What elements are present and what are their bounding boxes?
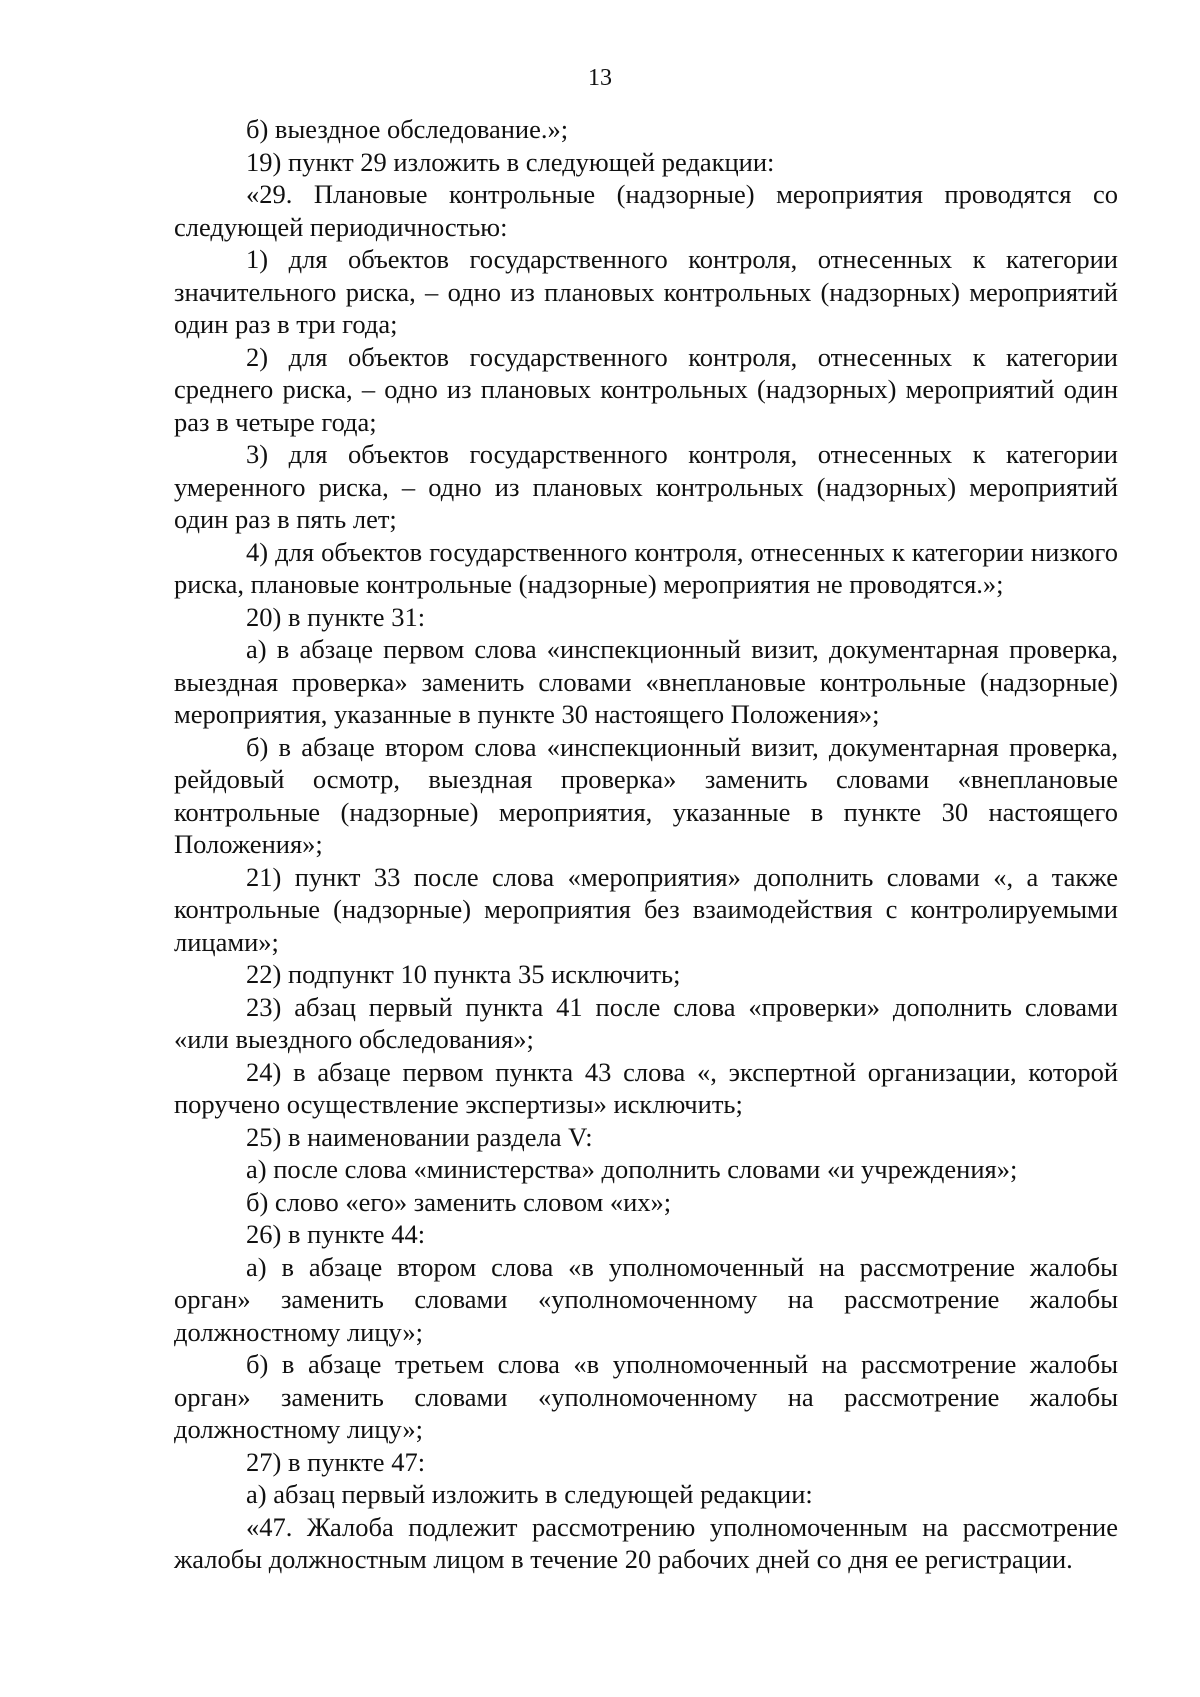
paragraph: б) в абзаце третьем слова «в уполномоченный на рассмотрение жалобы орган» заменить словами «уполномоченному на рассмотрение жалобы должностному лицу»; [174, 1349, 1118, 1444]
paragraph: 4) для объектов государственного контроля, отнесенных к категории низкого риска, плановые контрольные (надзорные) мероприятия не проводятся.»; [174, 536, 1118, 599]
paragraph: 27) в пункте 47: [246, 1446, 426, 1477]
paragraph: 20) в пункте 31: [246, 601, 426, 632]
paragraph: 3) для объектов государственного контроля, отнесенных к категории умеренного риска, – одно из плановых контрольных (надзорных) мероприятий один раз в пять лет; [174, 439, 1118, 534]
paragraph: а) в абзаце первом слова «инспекционный визит, документарная проверка, выездная проверка» заменить словами «внеплановые контрольные (надзорные) мероприятия, указанные в пункте 30 настоящего Положения»; [174, 634, 1118, 729]
paragraph: 19) пункт 29 изложить в следующей редакции: [246, 146, 775, 177]
paragraph: 21) пункт 33 после слова «мероприятия» дополнить словами «, а также контрольные (надзорные) мероприятия без взаимодействия с контролируемыми лицами»; [174, 861, 1118, 957]
paragraph: 1) для объектов государственного контроля, отнесенных к категории значительного риска, – одно из плановых контрольных (надзорных) мероприятий один раз в три года; [174, 244, 1118, 339]
paragraph: 25) в наименовании раздела V: [246, 1121, 593, 1152]
paragraph: 22) подпункт 10 пункта 35 исключить; [246, 959, 681, 989]
paragraph: 23) абзац первый пункта 41 после слова «проверки» дополнить словами «или выездного обследования»; [174, 991, 1118, 1054]
paragraph: 26) в пункте 44: [246, 1219, 426, 1249]
paragraph: «29. Плановые контрольные (надзорные) мероприятия проводятся со следующей периодичностью: [174, 179, 1118, 242]
document-body [174, 113, 1118, 1576]
paragraph: а) после слова «министерства» дополнить словами «и учреждения»; [246, 1154, 1018, 1184]
paragraph: б) выездное обследование.»; [246, 114, 569, 144]
paragraph: б) в абзаце втором слова «инспекционный визит, документарная проверка, рейдовый осмотр, выездная проверка» заменить словами «внеплановые контрольные (надзорные) мероприятия, указанные в пункте 30 настоящего Положения»; [174, 731, 1118, 859]
paragraph: 24) в абзаце первом пункта 43 слова «, экспертной организации, которой поручено осуществление экспертизы» исключить; [174, 1056, 1118, 1119]
paragraph: «47. Жалоба подлежит рассмотрению уполномоченным на рассмотрение жалобы должностным лицом в течение 20 рабочих дней со дня ее регистрации. [174, 1511, 1118, 1574]
paragraph: а) абзац первый изложить в следующей редакции: [246, 1479, 813, 1509]
paragraph: 2) для объектов государственного контроля, отнесенных к категории среднего риска, – одно из плановых контрольных (надзорных) мероприятий один раз в четыре года; [174, 341, 1118, 437]
paragraph: б) слово «его» заменить словом «их»; [246, 1186, 672, 1217]
paragraph: а) в абзаце втором слова «в уполномоченный на рассмотрение жалобы орган» заменить словами «уполномоченному на рассмотрение жалобы должностному лицу»; [174, 1251, 1118, 1347]
page-number: 13 [588, 65, 612, 91]
